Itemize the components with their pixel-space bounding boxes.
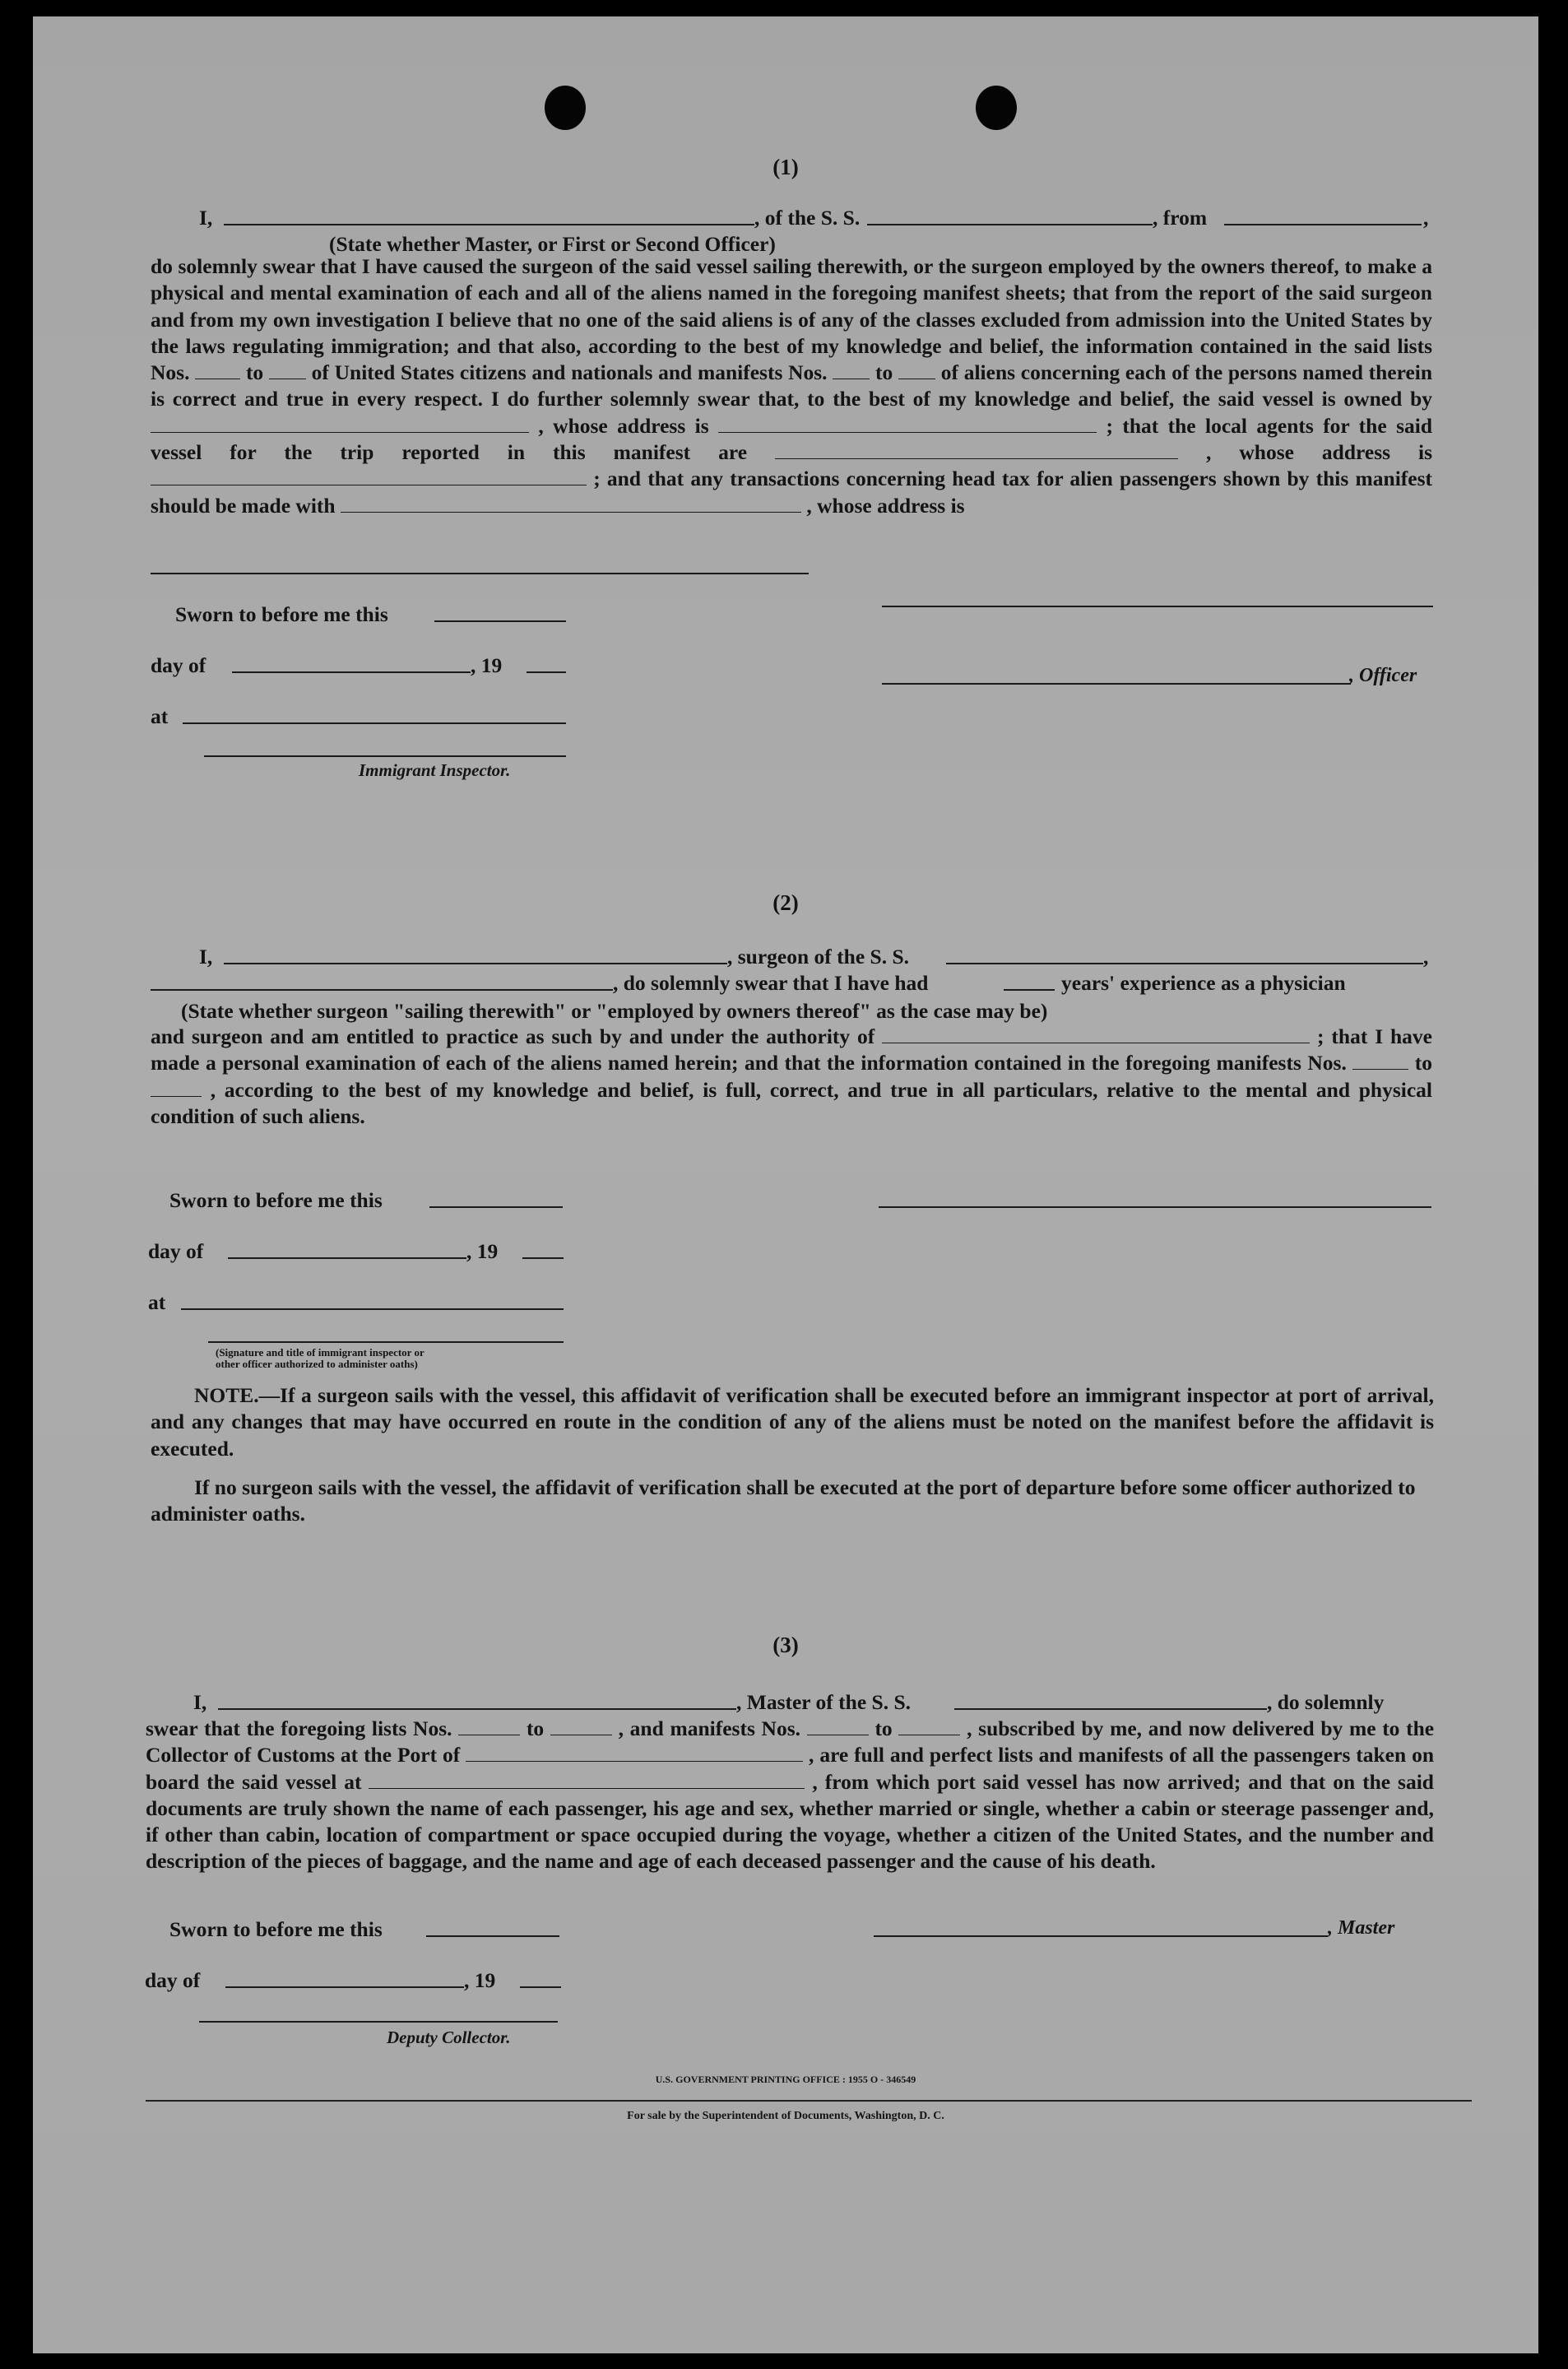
s2-years-blank[interactable] (1004, 989, 1055, 991)
s2-year-blank[interactable] (522, 1257, 564, 1259)
s1-manifests-from-blank[interactable] (833, 365, 870, 379)
s1-i-label: I, (199, 206, 213, 230)
printing-office-imprint: U.S. GOVERNMENT PRINTING OFFICE : 1955 O - 346549 (655, 2074, 916, 2085)
s2-year-label: , 19 (466, 1239, 499, 1263)
s1-body-e: , whose address is (1206, 440, 1433, 465)
s1-year-blank[interactable] (527, 671, 566, 673)
s2-sworn-label: Sworn to before me this (169, 1188, 383, 1212)
s2-sailing-blank[interactable] (151, 989, 613, 991)
s2-inspector-signature-line[interactable] (208, 1341, 564, 1343)
s2-day-of-label: day of (148, 1239, 204, 1263)
s1-to-1: to (245, 360, 264, 385)
s3-and-manifests: , and manifests Nos. (618, 1716, 801, 1740)
footer-rule (146, 2100, 1472, 2102)
s2-comma: , (1423, 945, 1429, 969)
s3-lists-to-blank[interactable] (550, 1721, 612, 1735)
punch-hole (545, 86, 586, 130)
s1-headtax-address-blank[interactable] (151, 573, 809, 574)
s1-owner-blank[interactable] (151, 419, 529, 433)
s2-surgeon-hint: (State whether surgeon "sailing therewith" or "employed by owners thereof" as the case may be) (181, 999, 1048, 1023)
document-page (33, 16, 1538, 2353)
sale-notice: For sale by the Superintendent of Documents, Washington, D. C. (627, 2110, 944, 2122)
s3-day-blank[interactable] (225, 1986, 464, 1988)
s1-body-c: of aliens concerning each of the persons named therein is correct and true in every respect. I do further solemnly swear that, to the best of my knowledge and belief, the said vessel is owned by (151, 360, 1433, 411)
s3-day-of-label: day of (145, 1968, 201, 1992)
s1-from-blank[interactable] (1224, 224, 1422, 225)
s2-manifests-to-blank[interactable] (151, 1083, 202, 1097)
s1-body-a: do solemnly swear that I have caused the surgeon of the said vessel sailing therewith, or the surgeon employed by the owners thereof, to make a physical and mental examination of each and all of the aliens named in the foregoing manifest sheets; that from the report of the said surgeon and from my own investigation I believe that no one of the said aliens is of any of the classes excluded from admission into the United States by the laws regulating immigration; and that also, according to the best of my knowledge and belief, the information contained in the said lists Nos. (151, 254, 1432, 385)
s1-comma: , (1423, 206, 1429, 230)
s2-at-label: at (148, 1290, 166, 1314)
s1-officer-hint: (State whether Master, or First or Second Officer) (329, 232, 776, 256)
s1-body-b: of United States citizens and nationals and manifests Nos. (311, 360, 828, 385)
s1-whose-address-2: , whose address is (806, 493, 965, 518)
s3-year-label: , 19 (464, 1968, 496, 1992)
s1-year-label: , 19 (471, 653, 503, 677)
s1-day-blank[interactable] (232, 671, 471, 673)
s3-master-label: , Master (1328, 1917, 1395, 1939)
s1-of-ss-label: , of the S. S. (754, 206, 861, 230)
s3-body-a: swear that the foregoing lists Nos. (146, 1716, 452, 1740)
s2-surgeon-signature-line[interactable] (879, 1206, 1431, 1208)
s1-headtax-blank[interactable] (341, 499, 801, 513)
s1-sworn-blank[interactable] (434, 620, 566, 622)
s3-body-c: , are full and perfect lists and manifests of all the passengers taken on board the said vessel at (146, 1743, 1435, 1794)
s1-lists-from-blank[interactable] (195, 365, 240, 379)
s1-lists-to-blank[interactable] (269, 365, 306, 379)
s2-sig-hint-2: other officer authorized to administer oaths) (216, 1358, 418, 1370)
s2-sworn-blank[interactable] (429, 1206, 563, 1208)
s3-vessel-blank[interactable] (954, 1708, 1267, 1710)
s2-body-b: ; that I have made a personal examination of each of the aliens named herein; and that the information contained in the foregoing manifests Nos. (151, 1024, 1432, 1075)
s2-body-c: , according to the best of my knowledge and belief, is full, correct, and true in all particulars, relative to the mental and physical condition of such aliens. (151, 1077, 1433, 1128)
section-1-number: (1) (772, 155, 799, 179)
s2-i-label: I, (199, 945, 213, 969)
s2-sig-hint-1: (Signature and title of immigrant inspector or (216, 1346, 424, 1359)
s1-whose-address-1: , whose address is (538, 413, 709, 438)
s3-to-1: to (526, 1716, 545, 1740)
section-3-number: (3) (772, 1633, 799, 1657)
s3-master-of-label: , Master of the S. S. (736, 1690, 912, 1714)
s1-inspector-signature-line[interactable] (204, 755, 566, 757)
s2-body-a: and surgeon and am entitled to practice as such by and under the authority of (151, 1024, 875, 1048)
s1-owner-address-blank[interactable] (718, 419, 1097, 433)
s3-manifests-to-blank[interactable] (898, 1721, 960, 1735)
s1-agents-address-blank[interactable] (151, 471, 587, 485)
s2-surgeon-of-label: , surgeon of the S. S. (727, 945, 910, 969)
s1-vessel-blank[interactable] (867, 224, 1153, 225)
s3-master-signature-line[interactable] (874, 1935, 1328, 1937)
s1-body-f: ; and that any transactions concerning head tax for alien passengers shown by this manifest should be made with (151, 467, 1433, 518)
s2-note-label: NOTE. (194, 1383, 259, 1407)
s1-from-label: , from (1153, 206, 1208, 230)
s1-to-2: to (875, 360, 893, 385)
s2-note-paragraph (151, 1382, 1434, 1462)
s2-note-2: If no surgeon sails with the vessel, the affidavit of verification shall be executed at the port of departure before some officer authorized to administer oaths. (151, 1475, 1416, 1526)
s2-to: to (1414, 1051, 1433, 1075)
s1-agents-blank[interactable] (775, 445, 1178, 459)
s3-oath-paragraph (146, 1716, 1434, 1875)
s3-collector-signature-line[interactable] (199, 2021, 558, 2023)
s1-manifests-to-blank[interactable] (898, 365, 935, 379)
s1-inspector-label: Immigrant Inspector. (359, 760, 511, 780)
s3-lists-from-blank[interactable] (458, 1721, 520, 1735)
s3-sworn-label: Sworn to before me this (169, 1917, 383, 1941)
s3-sworn-blank[interactable] (426, 1935, 559, 1937)
s3-year-blank[interactable] (520, 1986, 561, 1988)
s1-oath-paragraph (151, 253, 1432, 519)
s3-body-b: , subscribed by me, and now delivered by me to the Collector of Customs at the Port of (146, 1716, 1435, 1767)
s1-at-label: at (151, 704, 169, 728)
s3-embark-port-blank[interactable] (369, 1775, 805, 1789)
s1-officer-signature-line-2[interactable] (882, 683, 1351, 685)
s2-oath-paragraph (151, 1024, 1432, 1130)
s1-day-of-label: day of (151, 653, 206, 677)
s3-i-label: I, (193, 1690, 207, 1714)
s2-note-1: —If a surgeon sails with the vessel, this affidavit of verification shall be executed before an immigrant inspector at port of arrival, and any changes that may have occurred en route in the condition of any of the aliens must be noted on the manifest before the affidavit is executed. (151, 1383, 1434, 1461)
punch-hole (976, 86, 1017, 130)
s3-deputy-label: Deputy Collector. (387, 2028, 511, 2047)
s2-at-blank[interactable] (181, 1308, 564, 1310)
s3-manifests-from-blank[interactable] (807, 1721, 869, 1735)
s1-officer-label: , Officer (1349, 665, 1417, 686)
s3-do-solemnly-label: , do solemnly (1267, 1690, 1385, 1714)
s2-authority-blank[interactable] (882, 1029, 1310, 1043)
s3-body-d: , from which port said vessel has now arrived; and that on the said documents are truly shown the name of each passenger, his age and sex, whether married or single, whether a cabin or steerage passenger and, if other than cabin, location of compartment or space occupied during the voyage, whether a citizen of the United States, and the number and description of the pieces of baggage, and the name and age of each deceased passenger and the cause of his death. (146, 1769, 1434, 1874)
s3-port-blank[interactable] (466, 1748, 803, 1762)
s2-day-blank[interactable] (228, 1257, 466, 1259)
s2-surgeon-name-blank[interactable] (224, 963, 727, 964)
s1-sworn-label: Sworn to before me this (175, 602, 388, 626)
s3-to-2: to (874, 1716, 893, 1740)
s2-years-label: years' experience as a physician (1061, 971, 1346, 995)
s1-officer-signature-line-1[interactable] (882, 606, 1433, 607)
s3-master-name-blank[interactable] (218, 1708, 736, 1710)
s1-officer-name-blank[interactable] (224, 224, 754, 225)
section-2-number: (2) (772, 890, 799, 915)
s2-manifests-from-blank[interactable] (1352, 1056, 1408, 1070)
s1-body-d: ; that the local agents for the said vessel for the trip reported in this manifest are (151, 413, 1433, 465)
s1-at-blank[interactable] (183, 722, 566, 724)
s2-do-swear-label: , do solemnly swear that I have had (613, 971, 929, 995)
s2-vessel-blank[interactable] (946, 963, 1423, 964)
